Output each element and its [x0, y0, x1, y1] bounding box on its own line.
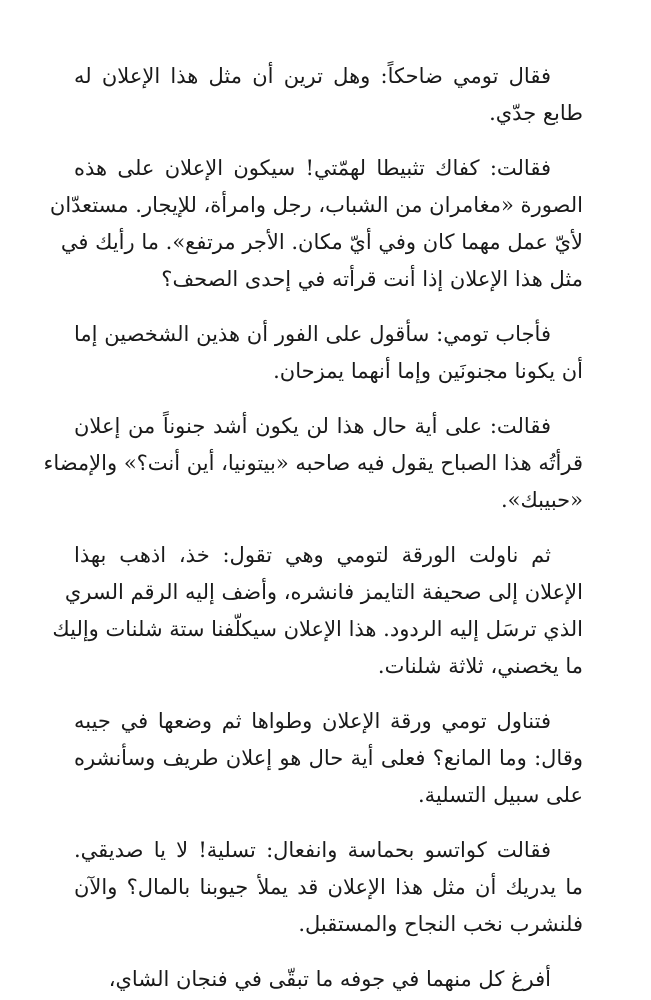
text-line: فتناول تومي ورقة الإعلان وطواها ثم وضعها في جيبه [74, 709, 551, 733]
text-line: ما يدريك أن مثل هذا الإعلان قد يملأ جيوبنا بالمال؟ والآن [74, 875, 583, 899]
text-line: ما يخصني، ثلاثة شلنات. [377, 654, 583, 678]
text-line: ثم ناولت الورقة لتومي وهي تقول: خذ، اذهب بهذا [74, 543, 551, 567]
paragraph [43, 408, 583, 519]
text-line: فقالت كواتسو بحماسة وانفعال: تسلية! لا يا صديقي. [74, 838, 551, 862]
paragraph [74, 961, 583, 998]
paragraph [49, 150, 583, 298]
text-line: على سبيل التسلية. [417, 783, 583, 807]
paragraph [74, 703, 583, 814]
text-line: فقالت: على أية حال هذا لن يكون أشد جنوناً من إعلان [74, 414, 551, 438]
text-line: أن يكونا مجنونَين وإما أنهما يمزحان. [273, 359, 583, 383]
text-line: الإعلان إلى صحيفة التايمز فانشره، وأضف إليه الرقم السري [64, 580, 583, 604]
text-line: فقال تومي ضاحكاً: وهل ترين أن مثل هذا الإعلان له [74, 64, 551, 88]
paragraph [74, 316, 583, 390]
paragraph [74, 832, 583, 943]
text-line: الصورة «مغامران من الشباب، رجل وامرأة، للإيجار. مستعدّان [49, 193, 583, 217]
paragraph [74, 58, 583, 132]
text-line: فأجاب تومي: سأقول على الفور أن هذين الشخصين إما [74, 322, 551, 346]
text-line: أفرغ كل منهما في جوفه ما تبقّى في فنجان الشاي، [108, 967, 551, 991]
text-line: «حبيبك». [500, 488, 583, 512]
text-line: فلنشرب نخب النجاح والمستقبل. [298, 912, 583, 936]
text-line: فقالت: كفاك تثبيطا لهمّتي! سيكون الإعلان على هذه [74, 156, 551, 180]
text-line: الذي ترسَل إليه الردود. هذا الإعلان سيكلّفنا ستة شلنات وإليك [52, 617, 583, 641]
text-line: لأيّ عمل مهما كان وفي أيّ مكان. الأجر مرتفع». ما رأيك في [60, 230, 583, 254]
text-line: قرأتُه هذا الصباح يقول فيه صاحبه «بيتونيا، أين أنت؟» والإمضاء [43, 451, 583, 475]
text-line: مثل هذا الإعلان إذا أنت قرأته في إحدى الصحف؟ [161, 267, 583, 291]
text-line: وقال: وما المانع؟ فعلى أية حال هو إعلان طريف وسأنشره [74, 746, 584, 770]
paragraph [52, 537, 583, 685]
text-line: طابع جدّي. [489, 101, 583, 125]
